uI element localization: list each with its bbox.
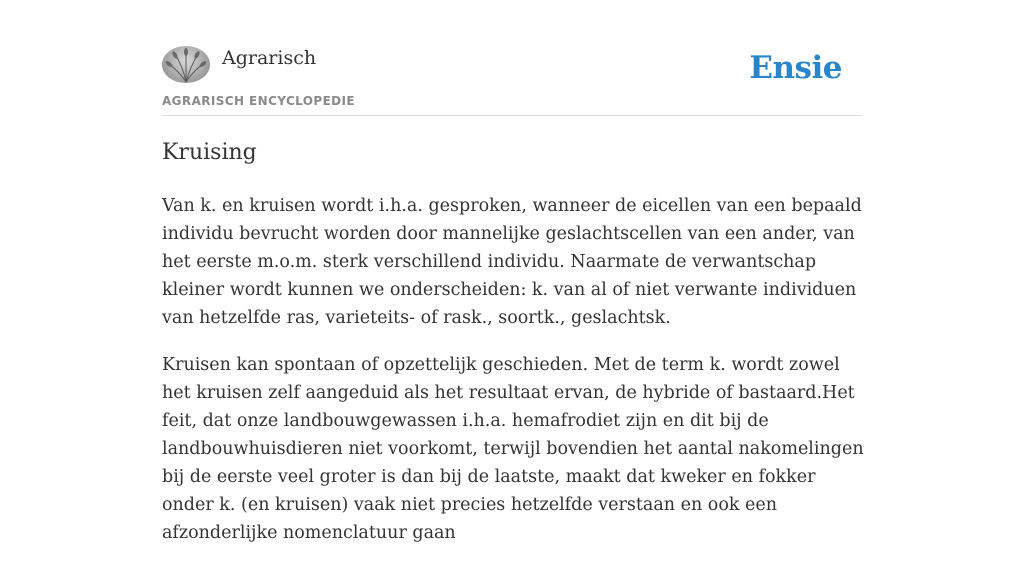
- article-title: Kruising: [162, 140, 257, 165]
- article-paragraph-1: Van k. en kruisen wordt i.h.a. gesproken, wanneer de eicellen van een bepaald individu bevrucht worden door mannelijke geslachtscellen van een ander, van het eerste m.o.m. sterk verschillend individu. Naarmate de verwantschap kleiner wordt kunnen we onderscheiden: k. van al of niet verwante individuen van hetzelfde ras, varieteits- of rask., soortk., geslachtsk.: [162, 196, 862, 328]
- article-body: [162, 192, 868, 566]
- site-subtitle[interactable]: AGRARISCH ENCYCLOPEDIE: [162, 94, 355, 108]
- site-name[interactable]: Agrarisch: [222, 47, 317, 69]
- site-header: [162, 46, 862, 116]
- article-paragraph-2: Kruisen kan spontaan of opzettelijk geschieden. Met de term k. wordt zowel het kruisen zelf aangeduid als het resultaat ervan, de hybride of bastaard.Het feit, dat onze landbouwgewassen i.h.a. hemafrodiet zijn en dit bij de landbouwhuisdieren niet voorkomt, terwijl bovendien het aantal nakomelingen bij de eerste veel groter is dan bij de laatste, maakt dat kweker en fokker onder k. (en kruisen) vaak niet precies hetzelfde verstaan en ook een afzonderlijke nomenclatuur gaan: [162, 355, 864, 543]
- wheat-logo-icon[interactable]: [162, 46, 210, 83]
- brand-logo[interactable]: Ensie: [749, 50, 842, 86]
